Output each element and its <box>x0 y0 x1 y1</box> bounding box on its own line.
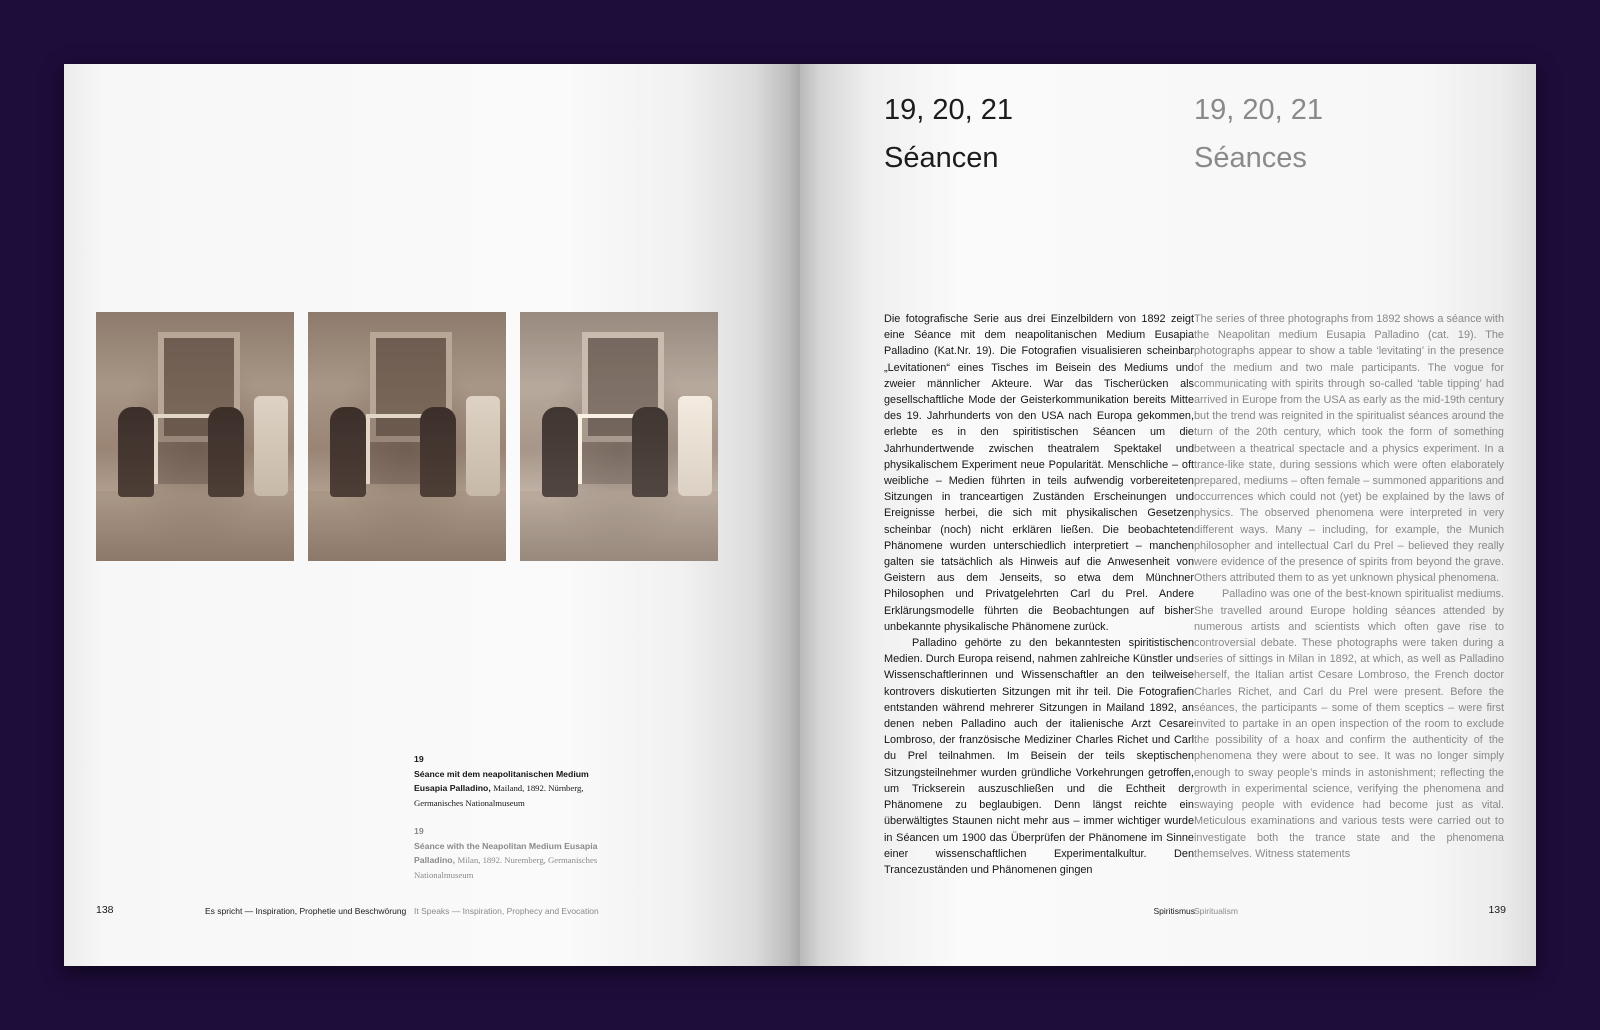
heading-en-numbers: 19, 20, 21 <box>1194 94 1323 126</box>
body-text-de <box>884 311 1194 891</box>
caption-de-title: Séance mit dem neapolitanischen Medium Eusapia Palladino, <box>414 768 589 793</box>
caption-de-details: Mailand, 1892. Nürnberg, Germanisches Nationalmuseum <box>414 783 584 808</box>
caption-en-title: Séance with the Neapolitan Medium Eusapia Palladino, <box>414 840 598 865</box>
body-en-paragraph-2: Palladino was one of the best-known spiritualist mediums. She travelled around Europe holding séances attended by numerous artists and scientists which often gave rise to controversial debate. These photographs were taken during a series of sittings in Milan in 1892, at which, as well as Palladino herself, the Italian artist Cesare Lombroso, the French doctor Charles Richet, and Carl du Prel were present. Before the séances, the participants – some of them sceptics – were first invited to partake in an open inspection of the room to exclude the possibility of a hoax and confirm the authenticity of the phenomena they were about to see. It was no longer simply enough to sway people’s minds in astonishment; reflecting the growth in experimental science, verifying the phenomena and swaying people with evidence had become just as vital. Meticulous examinations and various tests were carried out to investigate both the trance state and the phenomena themselves. Witness statements <box>1194 588 1504 860</box>
body-de-paragraph-2: Palladino gehörte zu den bekanntesten spiritistischen Medien. Durch Europa reisend, nahmen zahlreiche Künstler und Wissenschaftlerinnen und Wissenschaftler an den teilweise kontrovers diskutierten Sitzungen mit ihr teil. Die Fotografien entstanden während mehrerer Sitzungen in Mailand 1892, an denen neben Palladino auch der italienische Arzt Cesare Lombroso, der französische Mediziner Charles Richet und Carl du Prel teilnahmen. Im Beisein der teils skeptischen Sitzungsteilnehmer wurden gründliche Vorkehrungen getroffen, um Trickserein auszuschließen und die Echtheit der Phänomene zu beglaubigen. Denn längst reichte ein überwältigtes Staunen nicht mehr aus – immer wichtiger wurde in Séancen um 1900 das Überprüfen der Phänomene im Sinne einer wissenschaftlichen Experimentalkultur. Den Trancezuständen und Phänomenen gingen <box>884 637 1194 876</box>
body-en-paragraph-1: The series of three photographs from 1892 shows a séance with the Neapolitan medium Eusapia Palladino (cat. 19). The photographs appear to show a table ‘levitating’ in the presence of the medium and two male participants. The vogue for communicating with spirits through so-called ‘table tipping’ had arrived in Europe from the USA as early as the mid-19th century but the trend was reignited in the spiritualist séances around the turn of the 20th century, which took the form of something between a theatrical spectacle and a physics experiment. In a trance-like state, during sessions which were often elaborately prepared, mediums – often female – summoned apparitions and occurrences which could not (yet) be explained by the laws of physics. The observed phenomena were interpreted in very different ways. Many – including, for example, the Munich philosopher and intellectual Carl du Prel – believed they really were evidence of the presence of spirits from beyond the grave. Others attributed them to as yet unknown physical phenomena. <box>1194 313 1504 585</box>
page-number-right: 139 <box>1488 904 1506 916</box>
left-page <box>64 64 800 966</box>
book-spread <box>64 64 1536 966</box>
running-head-en: It Speaks — Inspiration, Prophecy and Evocation <box>414 906 599 916</box>
heading-en-title: Séances <box>1194 142 1307 174</box>
running-head-de: Es spricht — Inspiration, Prophetie und Beschwörung <box>205 906 407 916</box>
heading-en <box>1194 86 1323 182</box>
seance-photo-2 <box>308 312 506 561</box>
right-page <box>800 64 1536 966</box>
body-text-en <box>1194 311 1504 891</box>
caption-en-details: Milan, 1892. Nuremberg, Germanisches Nationalmuseum <box>414 855 598 880</box>
caption-en <box>414 824 614 882</box>
page-number-left: 138 <box>96 904 114 916</box>
running-head-en-right: Spiritualism <box>1194 906 1238 916</box>
running-head-de-right: Spiritismus <box>1153 906 1195 916</box>
body-de-paragraph-1: Die fotografische Serie aus drei Einzelbildern von 1892 zeigt eine Séance mit dem neapolitanischen Medium Eusapia Palladino (Kat.Nr. 19). Die Fotografien visualisieren scheinbar „Levitationen“ eines Tisches im Beisein des Mediums und zweier männlicher Akteure. War das Tischerücken als gesellschaftliche Mode der Geisterkommunikation bereits Mitte des 19. Jahrhunderts von den USA nach Europa gekommen, erlebte es in den spiritistischen Séancen um die Jahrhundertwende zwischen theatralem Spektakel und physikalischem Experiment neue Popularität. Menschliche – oft weibliche – Medien führten in teils aufwendig vorbereiteten Sitzungen in tranceartigen Zuständen Erscheinungen und Ereignisse herbei, die sich mit physikalischen Gesetzen scheinbar (noch) nicht erklären ließen. Die beobachteten Phänomene wurden unterschiedlich interpretiert – manchen galten sie tatsächlich als Hinweis auf die Anwesenheit von Geistern aus dem Jenseits, so etwa dem Münchner Philosophen und Privatgelehrten Carl du Prel. Andere Erklärungsmodelle führten die Beobachtungen auf bisher unbekannte physikalische Phänomene zurück. <box>884 313 1194 633</box>
caption-de <box>414 752 614 810</box>
heading-de-numbers: 19, 20, 21 <box>884 94 1013 126</box>
seance-photo-3 <box>520 312 718 561</box>
seance-photo-1 <box>96 312 294 561</box>
caption-en-number: 19 <box>414 826 424 836</box>
heading-de-title: Séancen <box>884 142 999 174</box>
heading-de <box>884 86 1013 182</box>
caption-de-number: 19 <box>414 754 424 764</box>
